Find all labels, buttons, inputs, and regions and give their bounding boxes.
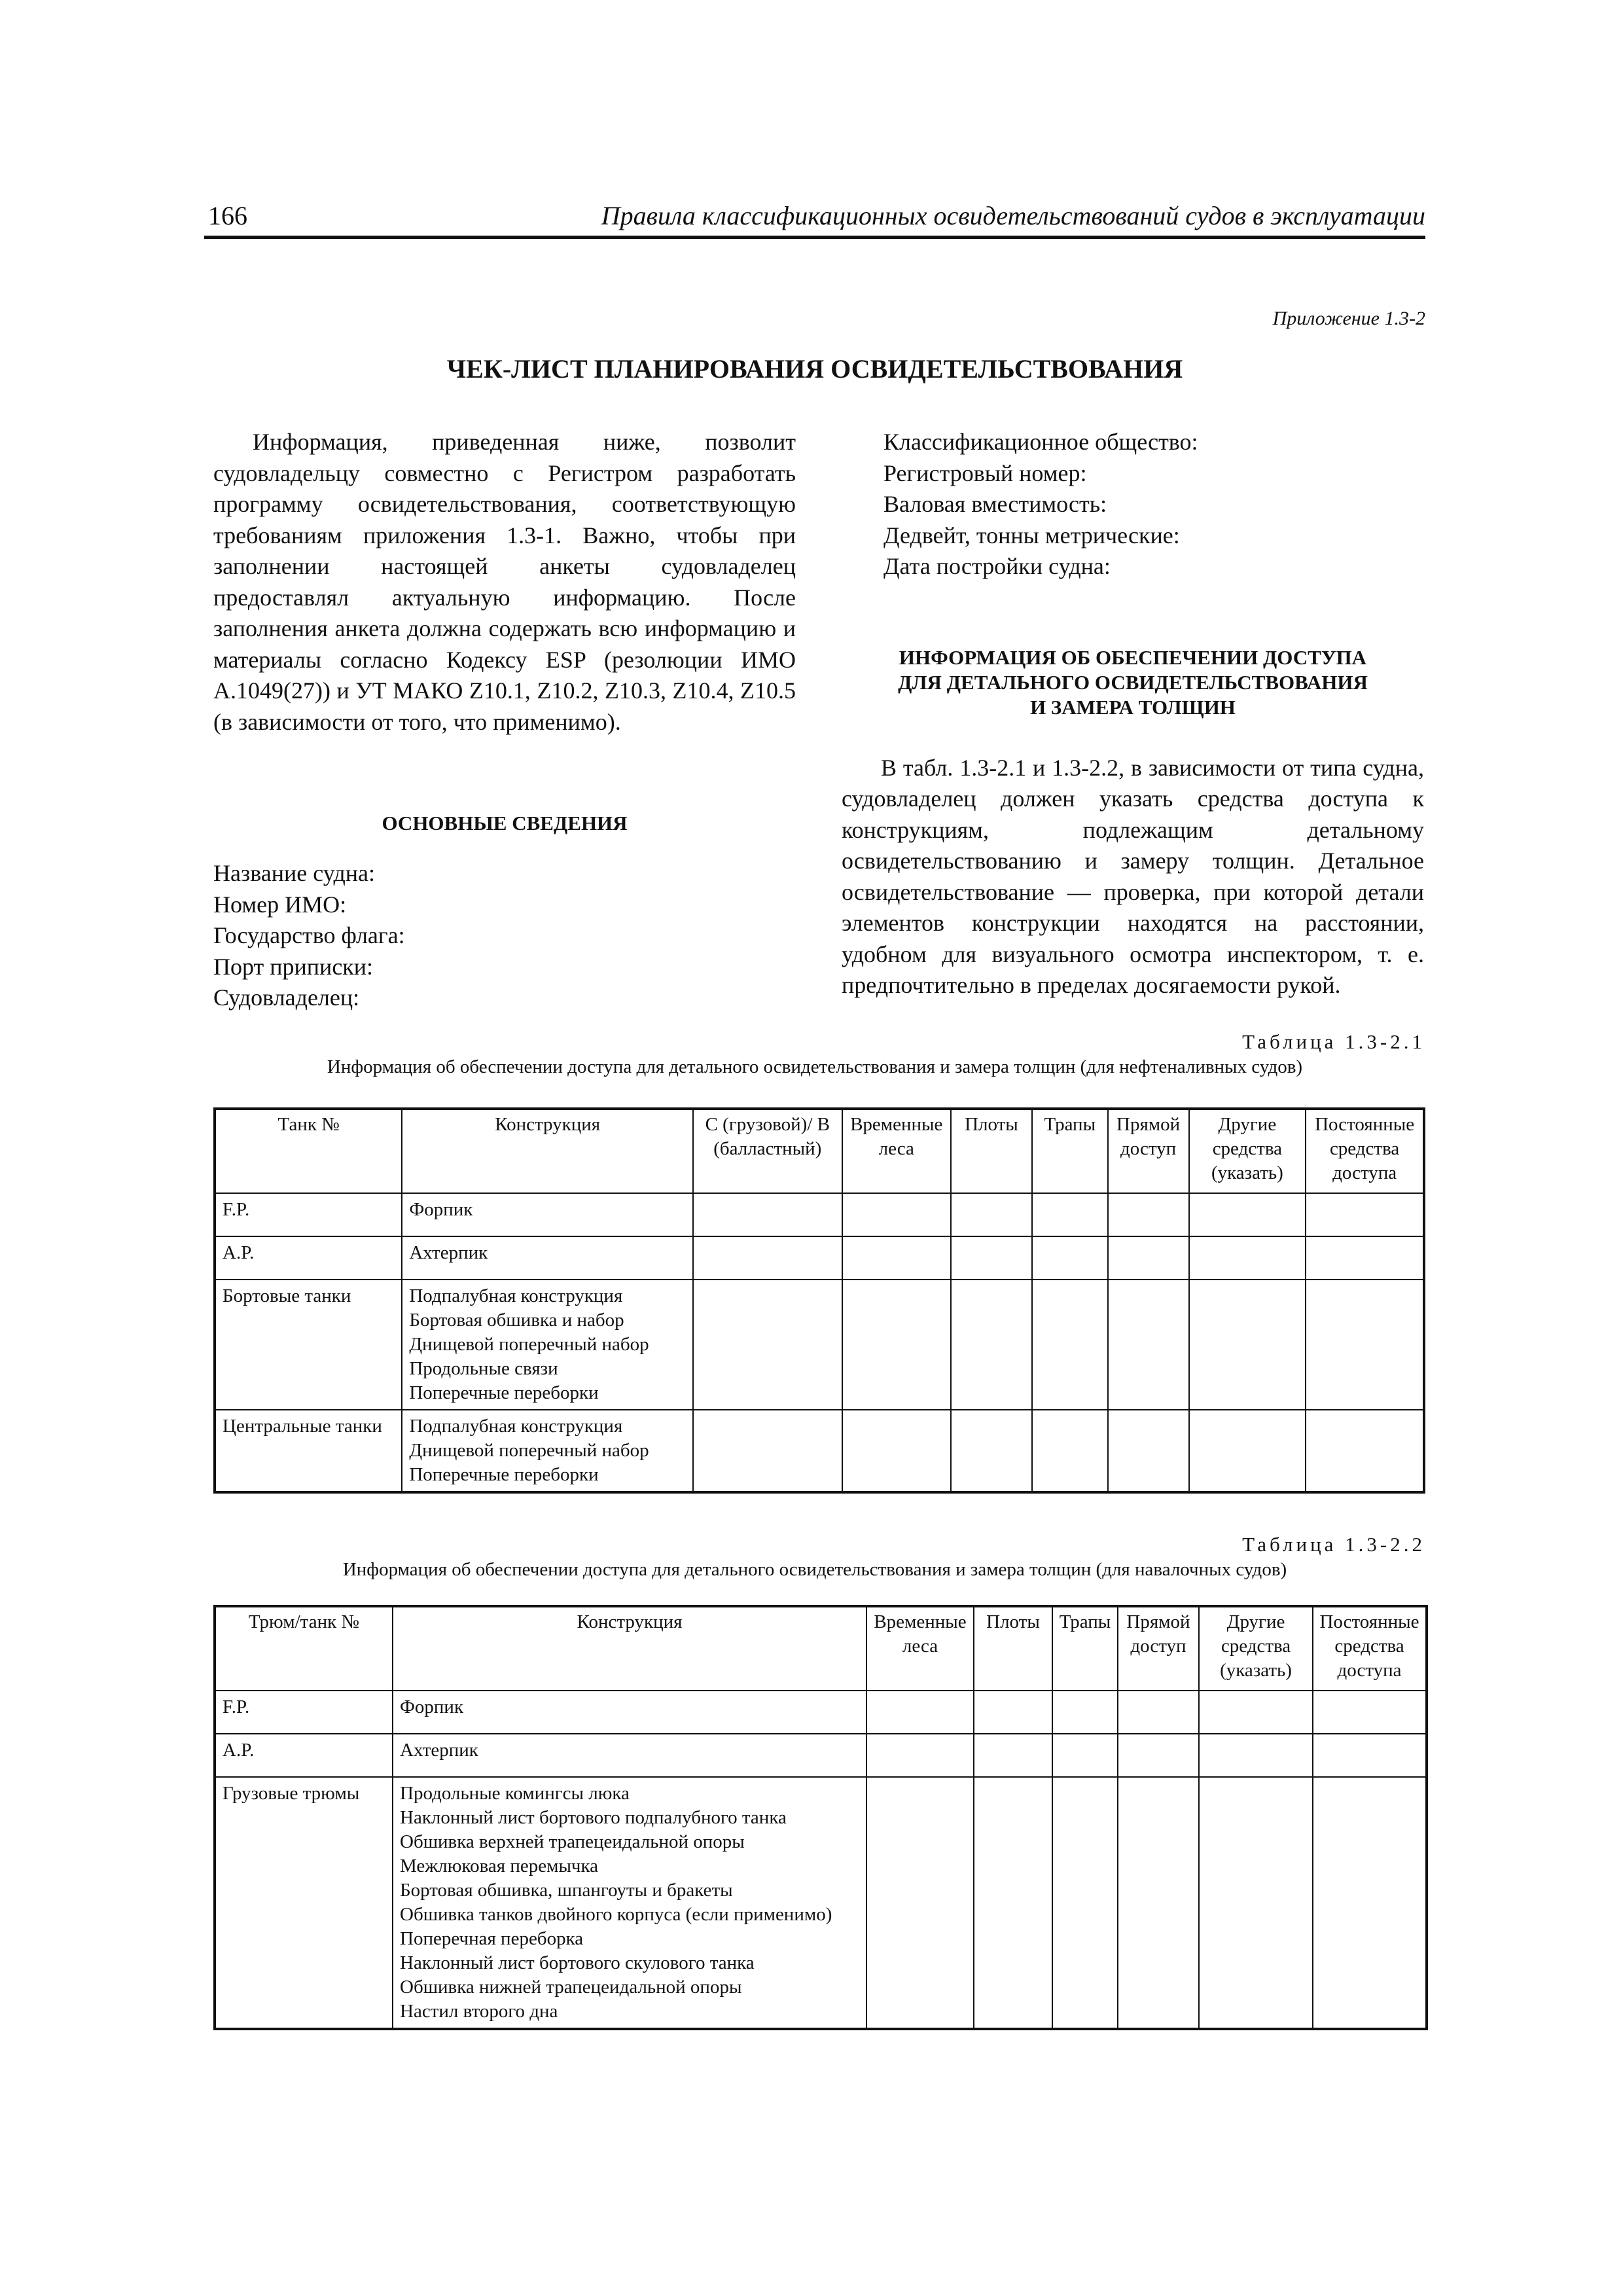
col-header: Постоянные средства доступа [1313, 1606, 1427, 1691]
field-vessel-name: Название судна: [213, 860, 376, 886]
entry-cell[interactable] [1118, 1777, 1199, 2029]
table-row [215, 1280, 1424, 1410]
entry-cell[interactable] [951, 1236, 1032, 1280]
entry-cell[interactable] [1118, 1691, 1199, 1734]
table-row [215, 1410, 1424, 1492]
tank-cell: A.P. [215, 1236, 402, 1280]
entry-cell[interactable] [842, 1410, 952, 1492]
col-header: Плоты [951, 1109, 1032, 1193]
entry-cell[interactable] [1108, 1236, 1189, 1280]
entry-cell[interactable] [866, 1691, 974, 1734]
entry-cell[interactable] [951, 1193, 1032, 1236]
table2-number: Таблица 1.3-2.2 [1242, 1533, 1425, 1556]
entry-cell[interactable] [842, 1280, 952, 1410]
entry-cell[interactable] [693, 1410, 842, 1492]
table-bulk-carriers [213, 1605, 1428, 2030]
col-header: Другие средства (указать) [1199, 1606, 1313, 1691]
entry-cell[interactable] [1032, 1236, 1108, 1280]
col-header: Трапы [1032, 1109, 1108, 1193]
entry-cell[interactable] [1189, 1236, 1306, 1280]
running-title: Правила классификационных освидетельствований судов в эксплуатации [601, 201, 1425, 230]
entry-cell[interactable] [1306, 1193, 1424, 1236]
field-deadweight: Дедвейт, тонны метрические: [883, 522, 1180, 548]
entry-cell[interactable] [974, 1734, 1052, 1777]
entry-cell[interactable] [866, 1734, 974, 1777]
col-header: Танк № [215, 1109, 402, 1193]
basic-info-fields [213, 858, 796, 1014]
entry-cell[interactable] [974, 1777, 1052, 2029]
table-row [215, 1236, 1424, 1280]
entry-cell[interactable] [1199, 1734, 1313, 1777]
field-class-society: Классификационное общество: [883, 429, 1198, 455]
field-gross-tonnage: Валовая вместимость: [883, 491, 1107, 517]
entry-cell[interactable] [1313, 1734, 1427, 1777]
entry-cell[interactable] [1032, 1280, 1108, 1410]
class-fields [842, 427, 1424, 583]
tank-cell: Грузовые трюмы [215, 1777, 393, 2029]
entry-cell[interactable] [1199, 1777, 1313, 2029]
entry-cell[interactable] [1052, 1691, 1118, 1734]
entry-cell[interactable] [1108, 1410, 1189, 1492]
table-row [215, 1734, 1427, 1777]
entry-cell[interactable] [693, 1193, 842, 1236]
running-header [204, 195, 1425, 239]
entry-cell[interactable] [1306, 1280, 1424, 1410]
structure-cell: Подпалубная конструкция Бортовая обшивка и набор Днищевой поперечный набор Продольные связи Поперечные переборки [402, 1280, 693, 1410]
entry-cell[interactable] [1118, 1734, 1199, 1777]
entry-cell[interactable] [1306, 1410, 1424, 1492]
entry-cell[interactable] [1052, 1777, 1118, 2029]
entry-cell[interactable] [1189, 1410, 1306, 1492]
entry-cell[interactable] [1313, 1691, 1427, 1734]
intro-paragraph: Информация, приведенная ниже, позволит судовладельцу совместно с Регистром разработать программу освидетельствования, соответствующую требованиям приложения 1.3-1. Важно, чтобы при заполнении настоящей анкеты судовладелец предоставлял актуальную информацию. После заполнения анкета должна содержать всю информацию и материалы согласно Кодексу ESP (резолюции ИМО А.1049(27)) и УТ МАКО Z10.1, Z10.2, Z10.3, Z10.4, Z10.5 (в зависимости от того, что применимо). [213, 429, 796, 735]
col-header: Временные леса [866, 1606, 974, 1691]
col-header: Постоянные средства доступа [1306, 1109, 1424, 1193]
page-number: 166 [208, 201, 247, 230]
table2-title: Информация об обеспечении доступа для детального освидетельствования и замера толщин (для навалочных судов) [342, 1559, 1287, 1580]
entry-cell[interactable] [1199, 1691, 1313, 1734]
col-header: Конструкция [393, 1606, 866, 1691]
structure-cell: Форпик [393, 1691, 866, 1734]
entry-cell[interactable] [951, 1410, 1032, 1492]
col-header: Трапы [1052, 1606, 1118, 1691]
col-header: Трюм/танк № [215, 1606, 393, 1691]
page-title: ЧЕК-ЛИСТ ПЛАНИРОВАНИЯ ОСВИДЕТЕЛЬСТВОВАНИЯ [446, 354, 1183, 384]
table1-title: Информация об обеспечении доступа для детального освидетельствования и замера толщин (для нефтеналивных судов) [327, 1056, 1303, 1077]
tank-cell: Бортовые танки [215, 1280, 402, 1410]
entry-cell[interactable] [1108, 1193, 1189, 1236]
col-header: Прямой доступ [1118, 1606, 1199, 1691]
structure-cell: Ахтерпик [402, 1236, 693, 1280]
tank-cell: F.P. [215, 1193, 402, 1236]
access-heading: ИНФОРМАЦИЯ ОБ ОБЕСПЕЧЕНИИ ДОСТУПА ДЛЯ ДЕТАЛЬНОГО ОСВИДЕТЕЛЬСТВОВАНИЯ И ЗАМЕРА ТОЛЩИН [898, 645, 1368, 719]
entry-cell[interactable] [974, 1691, 1052, 1734]
entry-cell[interactable] [866, 1777, 974, 2029]
structure-cell: Подпалубная конструкция Днищевой поперечный набор Поперечные переборки [402, 1410, 693, 1492]
entry-cell[interactable] [1189, 1193, 1306, 1236]
col-header: Прямой доступ [1108, 1109, 1189, 1193]
field-build-date: Дата постройки судна: [883, 553, 1111, 579]
tank-cell: A.P. [215, 1734, 393, 1777]
entry-cell[interactable] [1306, 1236, 1424, 1280]
table-row [215, 1691, 1427, 1734]
entry-cell[interactable] [951, 1280, 1032, 1410]
entry-cell[interactable] [1313, 1777, 1427, 2029]
entry-cell[interactable] [1032, 1410, 1108, 1492]
basic-info-heading: ОСНОВНЫЕ СВЕДЕНИЯ [382, 812, 628, 834]
table-oil-tankers [213, 1107, 1425, 1494]
entry-cell[interactable] [693, 1236, 842, 1280]
entry-cell[interactable] [1189, 1280, 1306, 1410]
table1-number: Таблица 1.3-2.1 [1242, 1030, 1425, 1053]
access-paragraph: В табл. 1.3-2.1 и 1.3-2.2, в зависимости от типа судна, судовладелец должен указать средства доступа к конструкциям, подлежащим детальному освидетельствованию и замеру толщин. Детальное освидетельствование — проверка, при которой детали элементов конструкции находятся на расстоянии, удобном для визуального осмотра инспектором, т. е. предпочтительно в пределах досягаемости рукой. [842, 754, 1424, 998]
right-column [842, 427, 1424, 1001]
entry-cell[interactable] [693, 1280, 842, 1410]
structure-cell: Продольные комингсы люка Наклонный лист бортового подпалубного танка Обшивка верхней трапецеидальной опоры Межлюковая перемычка Бортовая обшивка, шпангоуты и бракеты Обшивка танков двойного корпуса (если применимо) Поперечная переборка Наклонный лист бортового скулового танка Обшивка нижней трапецеидальной опоры Настил второго дна [393, 1777, 866, 2029]
tank-cell: F.P. [215, 1691, 393, 1734]
table-row [215, 1193, 1424, 1236]
entry-cell[interactable] [1052, 1734, 1118, 1777]
entry-cell[interactable] [842, 1236, 952, 1280]
appendix-label: Приложение 1.3-2 [1272, 308, 1425, 329]
entry-cell[interactable] [1108, 1280, 1189, 1410]
col-header: С (грузовой)/ В (балластный) [693, 1109, 842, 1193]
field-flag-state: Государство флага: [213, 922, 405, 948]
structure-cell: Форпик [402, 1193, 693, 1236]
tank-cell: Центральные танки [215, 1410, 402, 1492]
col-header: Плоты [974, 1606, 1052, 1691]
left-column [213, 427, 796, 1014]
field-shipowner: Судовладелец: [213, 984, 360, 1011]
field-port-of-registry: Порт приписки: [213, 953, 374, 980]
entry-cell[interactable] [1032, 1193, 1108, 1236]
field-imo-number: Номер ИМО: [213, 891, 347, 918]
table-row [215, 1777, 1427, 2029]
col-header: Временные леса [842, 1109, 952, 1193]
col-header: Другие средства (указать) [1189, 1109, 1306, 1193]
entry-cell[interactable] [842, 1193, 952, 1236]
col-header: Конструкция [402, 1109, 693, 1193]
field-register-number: Регистровый номер: [883, 459, 1087, 486]
structure-cell: Ахтерпик [393, 1734, 866, 1777]
